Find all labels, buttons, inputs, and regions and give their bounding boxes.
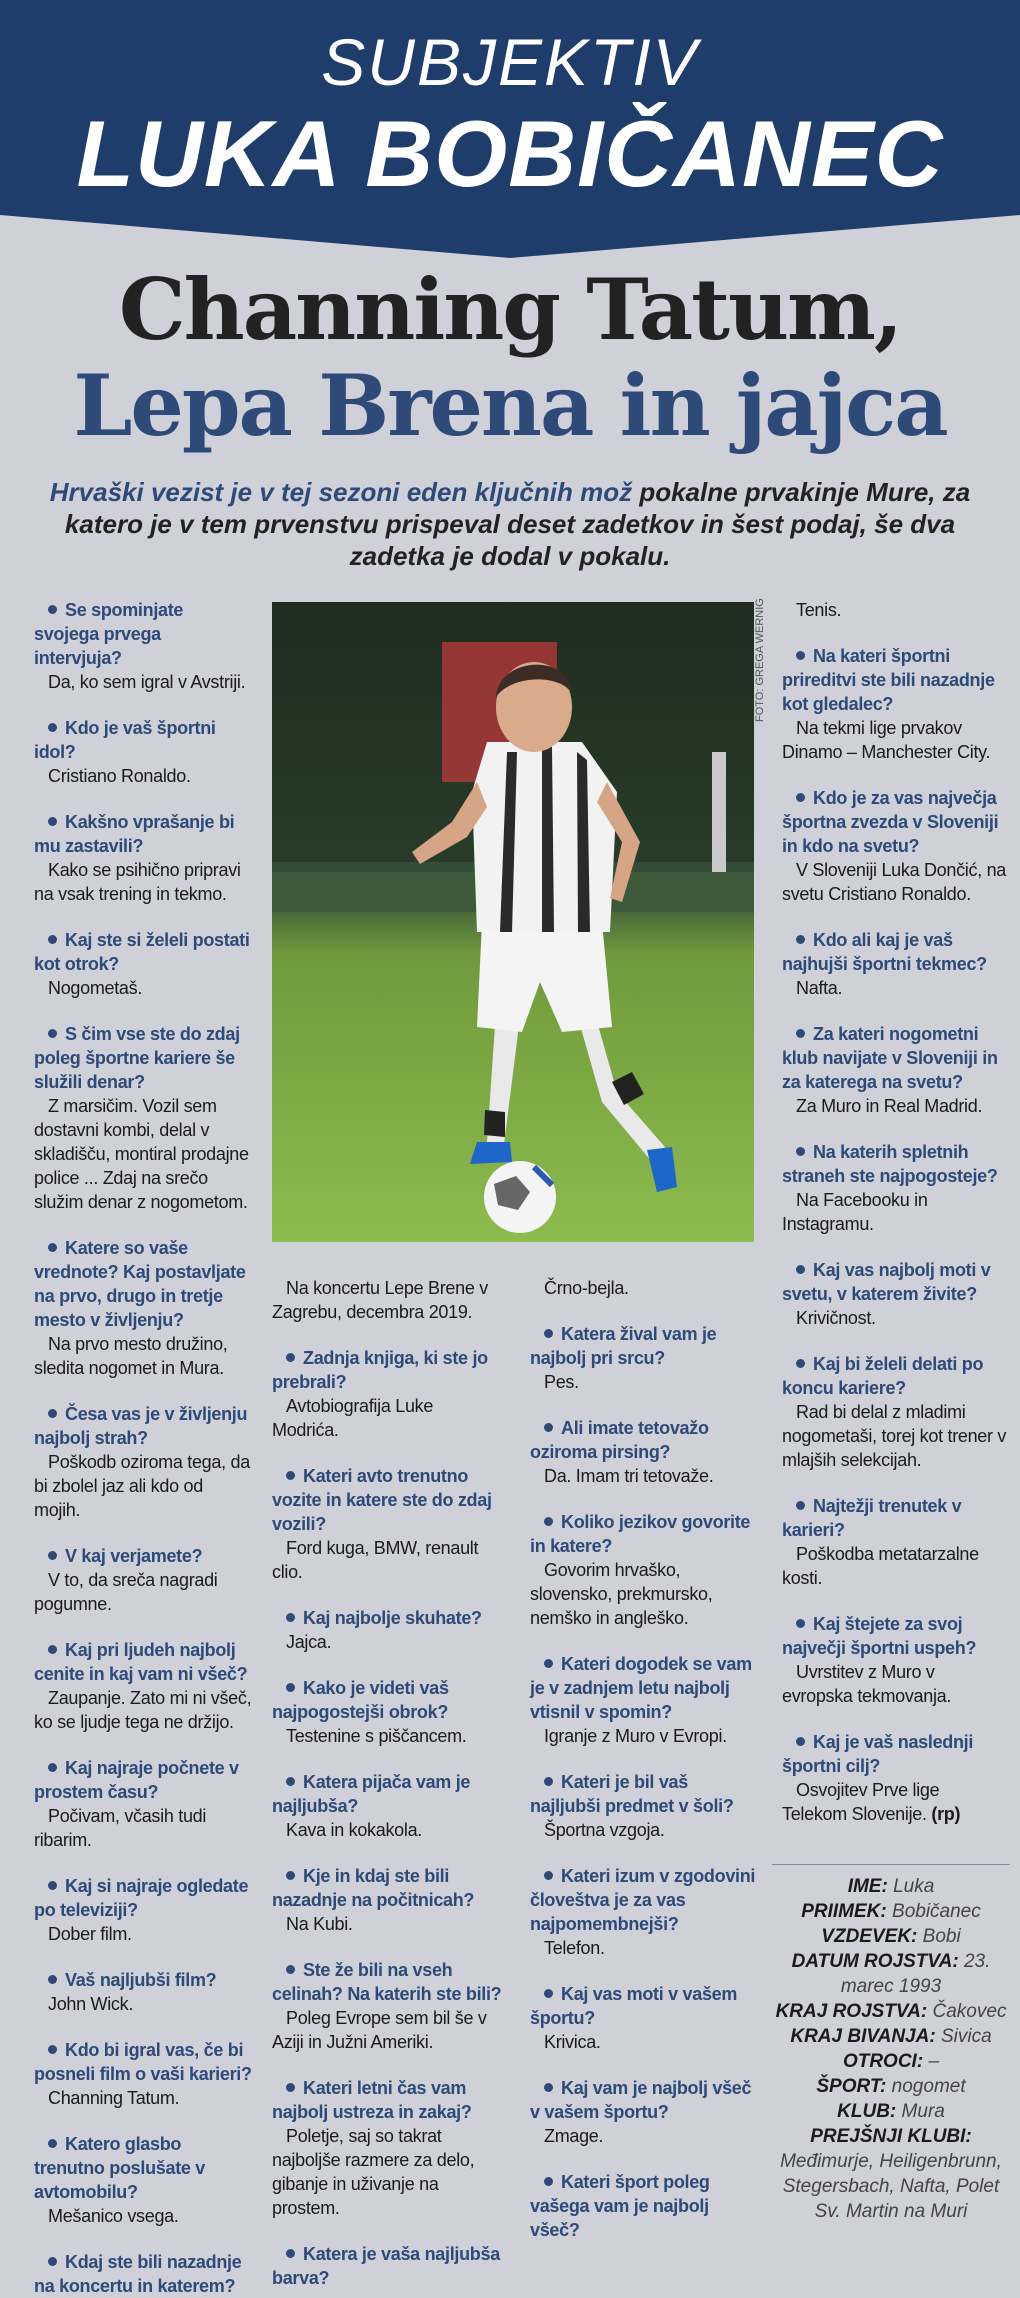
info-value: Bobičanec: [892, 1901, 981, 1922]
info-row: [772, 1949, 1010, 1999]
photo-credit: FOTO: GREGA WERNIG: [754, 598, 766, 722]
interview-answer: Osvojitev Prve lige Telekom Slovenije. (rp): [782, 1780, 961, 1824]
interview-answer: Da, ko sem igral v Avstriji.: [48, 672, 246, 692]
interview-question: Kaj bi želeli delati po koncu kariere?: [782, 1352, 1008, 1400]
interview-answer: Dober film.: [48, 1924, 132, 1944]
info-divider: [772, 1864, 1010, 1865]
info-label: OTROCI:: [842, 2051, 924, 2072]
interview-question: Katera žival vam je najbolj pri srcu?: [530, 1322, 758, 1370]
interview-answer: Uvrstitev z Muro v evropska tekmovanja.: [782, 1662, 952, 1706]
interview-question: Kdo je vaš športni idol?: [34, 716, 252, 764]
interview-question: Kaj vam je najbolj všeč v vašem športu?: [530, 2076, 758, 2124]
info-row: [772, 2074, 1010, 2099]
interview-question: Katero glasbo trenutno poslušate v avtomobilu?: [34, 2132, 252, 2204]
interview-answer: Nafta.: [796, 978, 843, 998]
interview-question: Kateri izum v zgodovini človeštva je za vas najpomembnejši?: [530, 1864, 758, 1936]
interview-question: Kateri dogodek se vam je v zadnjem letu najbolj vtisnil v spomin?: [530, 1652, 758, 1724]
interview-question: Katera pijača vam je najljubša?: [272, 1770, 502, 1818]
author-signature: (rp): [931, 1804, 961, 1824]
interview-answer: Počivam, včasih tudi ribarim.: [34, 1806, 207, 1850]
interview-question: Na kateri športni prireditvi ste bili nazadnje kot gledalec?: [782, 644, 1008, 716]
interview-question: Koliko jezikov govorite in katere?: [530, 1510, 758, 1558]
headline-line1: Channing Tatum,: [118, 260, 902, 359]
interview-answer: Poškodba metatarzalne kosti.: [782, 1544, 979, 1588]
interview-question: Kakšno vprašanje bi mu zastavili?: [34, 810, 252, 858]
info-label: PRIIMEK:: [801, 1901, 887, 1922]
interview-question: Vaš najljubši film?: [34, 1968, 252, 1992]
info-row: [772, 2024, 1010, 2049]
interview-answer: Jajca.: [286, 1632, 332, 1652]
info-row: [772, 1999, 1010, 2024]
player-photo-illustration: [272, 602, 754, 1242]
info-label: DATUM ROJSTVA:: [791, 1951, 959, 1972]
interview-question: Kateri je bil vaš najljubši predmet v šoli?: [530, 1770, 758, 1818]
interview-answer: Channing Tatum.: [48, 2088, 180, 2108]
info-value: Bobi: [922, 1926, 961, 1947]
interview-question: Zadnja knjiga, ki ste jo prebrali?: [272, 1346, 502, 1394]
interview-question: Kdo bi igral vas, če bi posneli film o vaši karieri?: [34, 2040, 252, 2084]
interview-answer: Govorim hrvaško, slovensko, prekmursko, nemško in angleško.: [530, 1560, 713, 1628]
interview-answer: Nogometaš.: [48, 978, 143, 998]
interview-question: Kaj pri ljudeh najbolj cenite in kaj vam ni všeč?: [34, 1638, 252, 1686]
info-row: [772, 2124, 1010, 2224]
info-row: [772, 1874, 1010, 1899]
interview-answer: Tenis.: [796, 600, 842, 620]
interview-answer: Ford kuga, BMW, renault clio.: [272, 1538, 479, 1582]
interview-question: Najtežji trenutek v karieri?: [782, 1494, 1008, 1542]
interview-answer: Pes.: [544, 1372, 579, 1392]
lead-paragraph: [24, 476, 996, 572]
header-banner: [0, 0, 1020, 262]
interview-column-4: [782, 598, 1008, 1826]
interview-question: Kateri letni čas vam najbolj ustreza in zakaj?: [272, 2076, 502, 2124]
interview-answer: Rad bi delal z mladimi nogometaši, torej kot trener v mlajših selekcijah.: [782, 1402, 1007, 1470]
interview-question: Katere so vaše vrednote? Kaj postavljate na prvo, drugo in tretje mesto v življenju?: [34, 1236, 252, 1332]
interview-answer: Zaupanje. Zato mi ni všeč, ko se ljudje tega ne držijo.: [34, 1688, 252, 1732]
interview-question: Ali imate tetovažo oziroma pirsing?: [530, 1416, 758, 1464]
interviewee-name: LUKA BOBIČANEC: [76, 101, 944, 206]
info-row: [772, 1899, 1010, 1924]
interview-answer: Na Facebooku in Instagramu.: [782, 1190, 928, 1234]
interview-answer: Testenine s piščancem.: [286, 1726, 467, 1746]
headline: [0, 262, 1020, 454]
interview-question: Kaj najbolje skuhate?: [272, 1606, 502, 1630]
info-value: Međimurje, Heiligenbrunn, Stegersbach, Nafta, Polet Sv. Martin na Muri: [780, 2151, 1002, 2222]
interview-question: Česa vas je v življenju najbolj strah?: [34, 1402, 252, 1450]
interview-question: Za kateri nogometni klub navijate v Sloveniji in za katerega na svetu?: [782, 1022, 1008, 1094]
lead-rest: pokalne prvakinje Mure, za katero je v tem prvenstvu prispeval deset zadetkov in šest podaj, še dva zadetka je dodal v pokalu.: [64, 477, 971, 571]
interview-answer: Za Muro in Real Madrid.: [796, 1096, 983, 1116]
info-label: PREJŠNJI KLUBI:: [810, 2126, 972, 2147]
interview-question: Kaj štejete za svoj največji športni uspeh?: [782, 1612, 1008, 1660]
headline-line2: Lepa Brena in jajca: [73, 356, 947, 455]
player-info-box: [772, 1874, 1010, 2224]
interview-question: Na katerih spletnih straneh ste najpogosteje?: [782, 1140, 1008, 1188]
interview-column-2: [272, 1276, 502, 2290]
interview-answer: Telefon.: [544, 1938, 605, 1958]
info-value: Luka: [893, 1876, 935, 1897]
interview-question: Kdaj ste bili nazadnje na koncertu in katerem?: [34, 2250, 252, 2298]
interview-answer: Igranje z Muro v Evropi.: [544, 1726, 727, 1746]
info-row: [772, 2099, 1010, 2124]
info-label: KRAJ ROJSTVA:: [775, 2001, 928, 2022]
interview-column-3: [530, 1276, 758, 2242]
interview-answer: Poletje, saj so takrat najboljše razmere za delo, gibanje in uživanje na prostem.: [272, 2126, 475, 2218]
interview-answer: Na tekmi lige prvakov Dinamo – Manchester City.: [782, 718, 991, 762]
interview-answer: Avtobiografija Luke Modrića.: [272, 1396, 434, 1440]
interview-column-1: [34, 598, 252, 2298]
info-value: nogomet: [891, 2076, 966, 2097]
interview-question: S čim vse ste do zdaj poleg športne kariere še služili denar?: [34, 1022, 252, 1094]
info-row: [772, 2049, 1010, 2074]
info-value: Čakovec: [932, 2001, 1007, 2022]
interview-answer: Športna vzgoja.: [544, 1820, 665, 1840]
info-label: ŠPORT:: [816, 2076, 887, 2097]
interview-answer: Kava in kokakola.: [286, 1820, 422, 1840]
interview-question: Kaj vas najbolj moti v svetu, v katerem živite?: [782, 1258, 1008, 1306]
interview-answer: Krivičnost.: [796, 1308, 876, 1328]
interview-answer: Na prvo mesto družino, sledita nogomet in Mura.: [34, 1334, 228, 1378]
lead-highlight: Hrvaški vezist je v tej sezoni eden ključnih mož: [49, 477, 633, 507]
interview-question: Katera je vaša najljubša barva?: [272, 2242, 502, 2290]
interview-answer: Mešanico vsega.: [48, 2206, 179, 2226]
interview-question: Kaj si najraje ogledate po televiziji?: [34, 1874, 252, 1922]
info-label: KLUB:: [837, 2101, 897, 2122]
interview-question: Kaj je vaš naslednji športni cilj?: [782, 1730, 1008, 1778]
interview-question: Se spominjate svojega prvega intervjuja?: [34, 598, 252, 670]
info-value: Sivica: [940, 2026, 992, 2047]
interview-answer: Na koncertu Lepe Brene v Zagrebu, decembra 2019.: [272, 1278, 488, 1322]
info-value: 23. marec 1993: [840, 1951, 991, 1997]
interview-question: Kdo ali kaj je vaš najhujši športni tekmec?: [782, 928, 1008, 976]
interview-answer: John Wick.: [48, 1994, 134, 2014]
interview-question: Kako je videti vaš najpogostejši obrok?: [272, 1676, 502, 1724]
interview-question: V kaj verjamete?: [34, 1544, 252, 1568]
info-label: KRAJ BIVANJA:: [790, 2026, 936, 2047]
info-value: –: [928, 2051, 940, 2072]
interview-answer: Poleg Evrope sem bil še v Aziji in Južni Ameriki.: [272, 2008, 487, 2052]
interview-answer: Črno-bejla.: [544, 1278, 629, 1298]
interview-question: Kateri šport poleg vašega vam je najbolj všeč?: [530, 2170, 758, 2242]
interview-answer: Krivica.: [544, 2032, 601, 2052]
interview-question: Kateri avto trenutno vozite in katere ste do zdaj vozili?: [272, 1464, 502, 1536]
interview-answer: Da. Imam tri tetovaže.: [544, 1466, 714, 1486]
interview-question: Kaj ste si želeli postati kot otrok?: [34, 928, 252, 976]
info-label: VZDEVEK:: [821, 1926, 918, 1947]
interview-question: Kaj najraje počnete v prostem času?: [34, 1756, 252, 1804]
interview-answer: Na Kubi.: [286, 1914, 353, 1934]
info-value: Mura: [901, 2101, 945, 2122]
interview-question: Kaj vas moti v vašem športu?: [530, 1982, 758, 2030]
info-row: [772, 1924, 1010, 1949]
interview-question: Ste že bili na vseh celinah? Na katerih ste bili?: [272, 1960, 502, 2004]
info-label: IME:: [847, 1876, 888, 1897]
interview-answer: Zmage.: [544, 2126, 604, 2146]
interview-answer: Cristiano Ronaldo.: [48, 766, 191, 786]
interview-answer: Z marsičim. Vozil sem dostavni kombi, delal v skladišču, montiral prodajne police ... Zdaj na srečo služim denar z nogometom.: [34, 1096, 249, 1212]
interview-question: Kje in kdaj ste bili nazadnje na počitnicah?: [272, 1864, 502, 1912]
interview-answer: Poškodb oziroma tega, da bi zbolel jaz ali kdo od mojih.: [34, 1452, 250, 1520]
player-photo: [272, 602, 754, 1242]
interview-answer: Kako se psihično pripravi na vsak trening in tekmo.: [34, 860, 241, 904]
section-kicker: SUBJEKTIV: [321, 25, 699, 99]
interview-question: Kdo je za vas največja športna zvezda v Sloveniji in kdo na svetu?: [782, 786, 1008, 858]
interview-answer: V Sloveniji Luka Dončić, na svetu Cristiano Ronaldo.: [782, 860, 1007, 904]
interview-answer: V to, da sreča nagradi pogumne.: [34, 1570, 218, 1614]
